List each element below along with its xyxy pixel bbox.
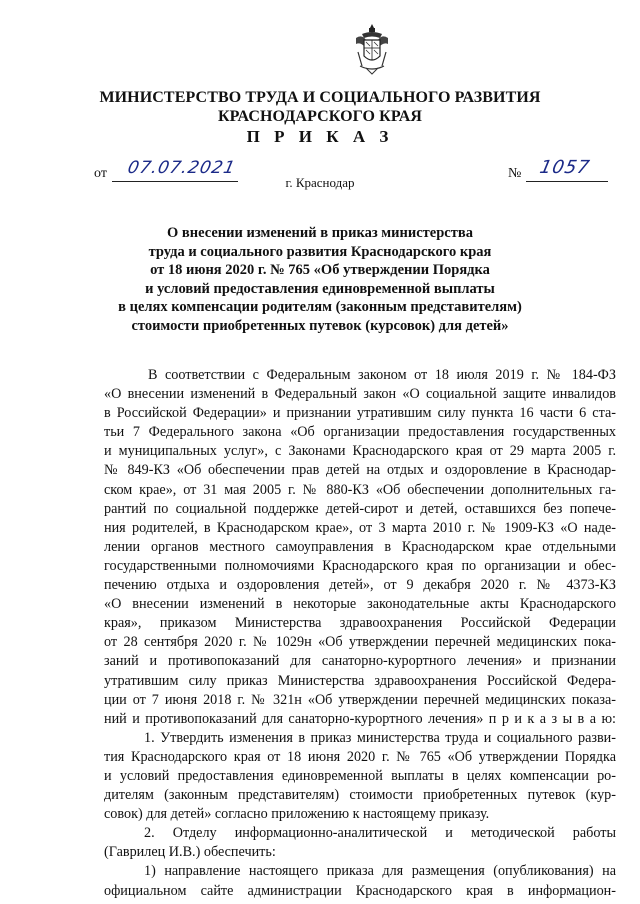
body-line: края», приказом Министерства здравоохранения Российской Федерации	[104, 615, 616, 632]
body-line: (Гаврилец И.В.) обеспечить:	[104, 844, 276, 861]
body-line: и условий предоставления единовременной выплаты в целях компенсации ро-	[104, 767, 616, 784]
ministry-name-line1: МИНИСТЕРСТВО ТРУДА И СОЦИАЛЬНОГО РАЗВИТИЯ	[99, 89, 541, 106]
order-body	[104, 366, 616, 901]
heading-line: О внесении изменений в приказ министерства	[167, 225, 473, 241]
handwritten-date: 07.07.2021	[125, 158, 238, 178]
heading-line: стоимости приобретенных путевок (курсовок) для детей»	[131, 317, 509, 334]
body-line: государственными полномочиями Краснодарского края по организации и обес-	[104, 557, 616, 574]
body-line: заний и противопоказаний для санаторно-курортного лечения» и признании	[104, 653, 616, 670]
body-line: ний и противопоказаний для санаторно-курортного лечения» п р и к а з ы в а ю:	[104, 710, 616, 727]
body-line: ции от 7 июня 2018 г. № 321н «Об утверждении перечней медицинских показа-	[104, 691, 616, 708]
body-line: дителям (законным представителям) стоимости приобретенных путевок (кур-	[104, 787, 616, 804]
city-label: г. Краснодар	[285, 175, 355, 190]
body-line: печению отдыха и оздоровления детей», от 9 декабря 2020 г. № 4373-КЗ	[104, 577, 616, 594]
heading-line: и условий предоставления единовременной выплаты	[145, 280, 495, 297]
body-line: и муниципальных услуг», с Законами Краснодарского края от 29 марта 2005 г.	[104, 443, 616, 460]
body-line: 1) направление настоящего приказа для размещения (опубликования) на	[144, 863, 616, 880]
body-line: в Российской Федерации» и признании утратившим силу пункта 16 части 6 ста-	[104, 405, 616, 422]
body-line: лении органов местного самоуправления в Краснодарском крае отдельными	[104, 538, 616, 555]
body-line: «О внесении изменений в некоторые законодательные акты Краснодарского	[104, 596, 616, 613]
body-line: утратившим силу приказ Министерства здравоохранения Российской Федера-	[104, 672, 616, 689]
body-line: 2. Отделу информационно-аналитической и методической работы	[144, 825, 616, 842]
body-line: № 849-КЗ «Об обеспечении прав детей на отдых и оздоровление в Краснодар-	[104, 462, 616, 479]
heading-line: труда и социального развития Краснодарского края	[148, 243, 492, 260]
coat-of-arms-emblem	[352, 22, 392, 76]
body-line: «О внесении изменений в Федеральный закон «О социальной защите инвалидов	[104, 386, 616, 403]
body-line: В соответствии с Федеральным законом от 18 июля 2019 г. № 184-ФЗ	[148, 367, 616, 383]
handwritten-number: 1057	[537, 157, 593, 178]
body-line: официальном сайте администрации Краснодарского края в информацион-	[104, 882, 616, 899]
body-line: ния родителей, в Краснодарском крае», от 3 марта 2010 г. № 1909-КЗ «О наде-	[104, 519, 616, 536]
ministry-name-line2: КРАСНОДАРСКОГО КРАЯ	[217, 108, 423, 125]
body-line: тия Краснодарского края от 18 июня 2020 г. № 765 «Об утверждении Порядка	[104, 748, 616, 765]
body-line: тьи 7 Федерального закона «Об организации предоставления государственных	[104, 424, 616, 441]
order-heading	[0, 224, 640, 336]
body-line: от 28 сентября 2020 г. № 1029н «Об утверждении перечней медицинских пока-	[104, 634, 616, 651]
body-line: 1. Утвердить изменения в приказ министерства труда и социального разви-	[144, 729, 616, 746]
body-line: ском крае», от 31 мая 2005 г. № 880-КЗ «Об обеспечении дополнительных га-	[104, 481, 616, 498]
heading-line: от 18 июня 2020 г. № 765 «Об утверждении Порядка	[150, 262, 490, 279]
body-line: совок) для детей» согласно приложению к настоящему приказу.	[104, 806, 490, 823]
heading-line: в целях компенсации родителям (законным представителям)	[118, 299, 522, 316]
date-prefix: от	[94, 166, 107, 181]
body-line: рантий по социальной поддержке детей-сирот и детей, оставшихся без попече-	[104, 500, 616, 517]
document-type-title: П Р И К А З	[246, 127, 394, 146]
number-prefix: №	[508, 166, 522, 181]
